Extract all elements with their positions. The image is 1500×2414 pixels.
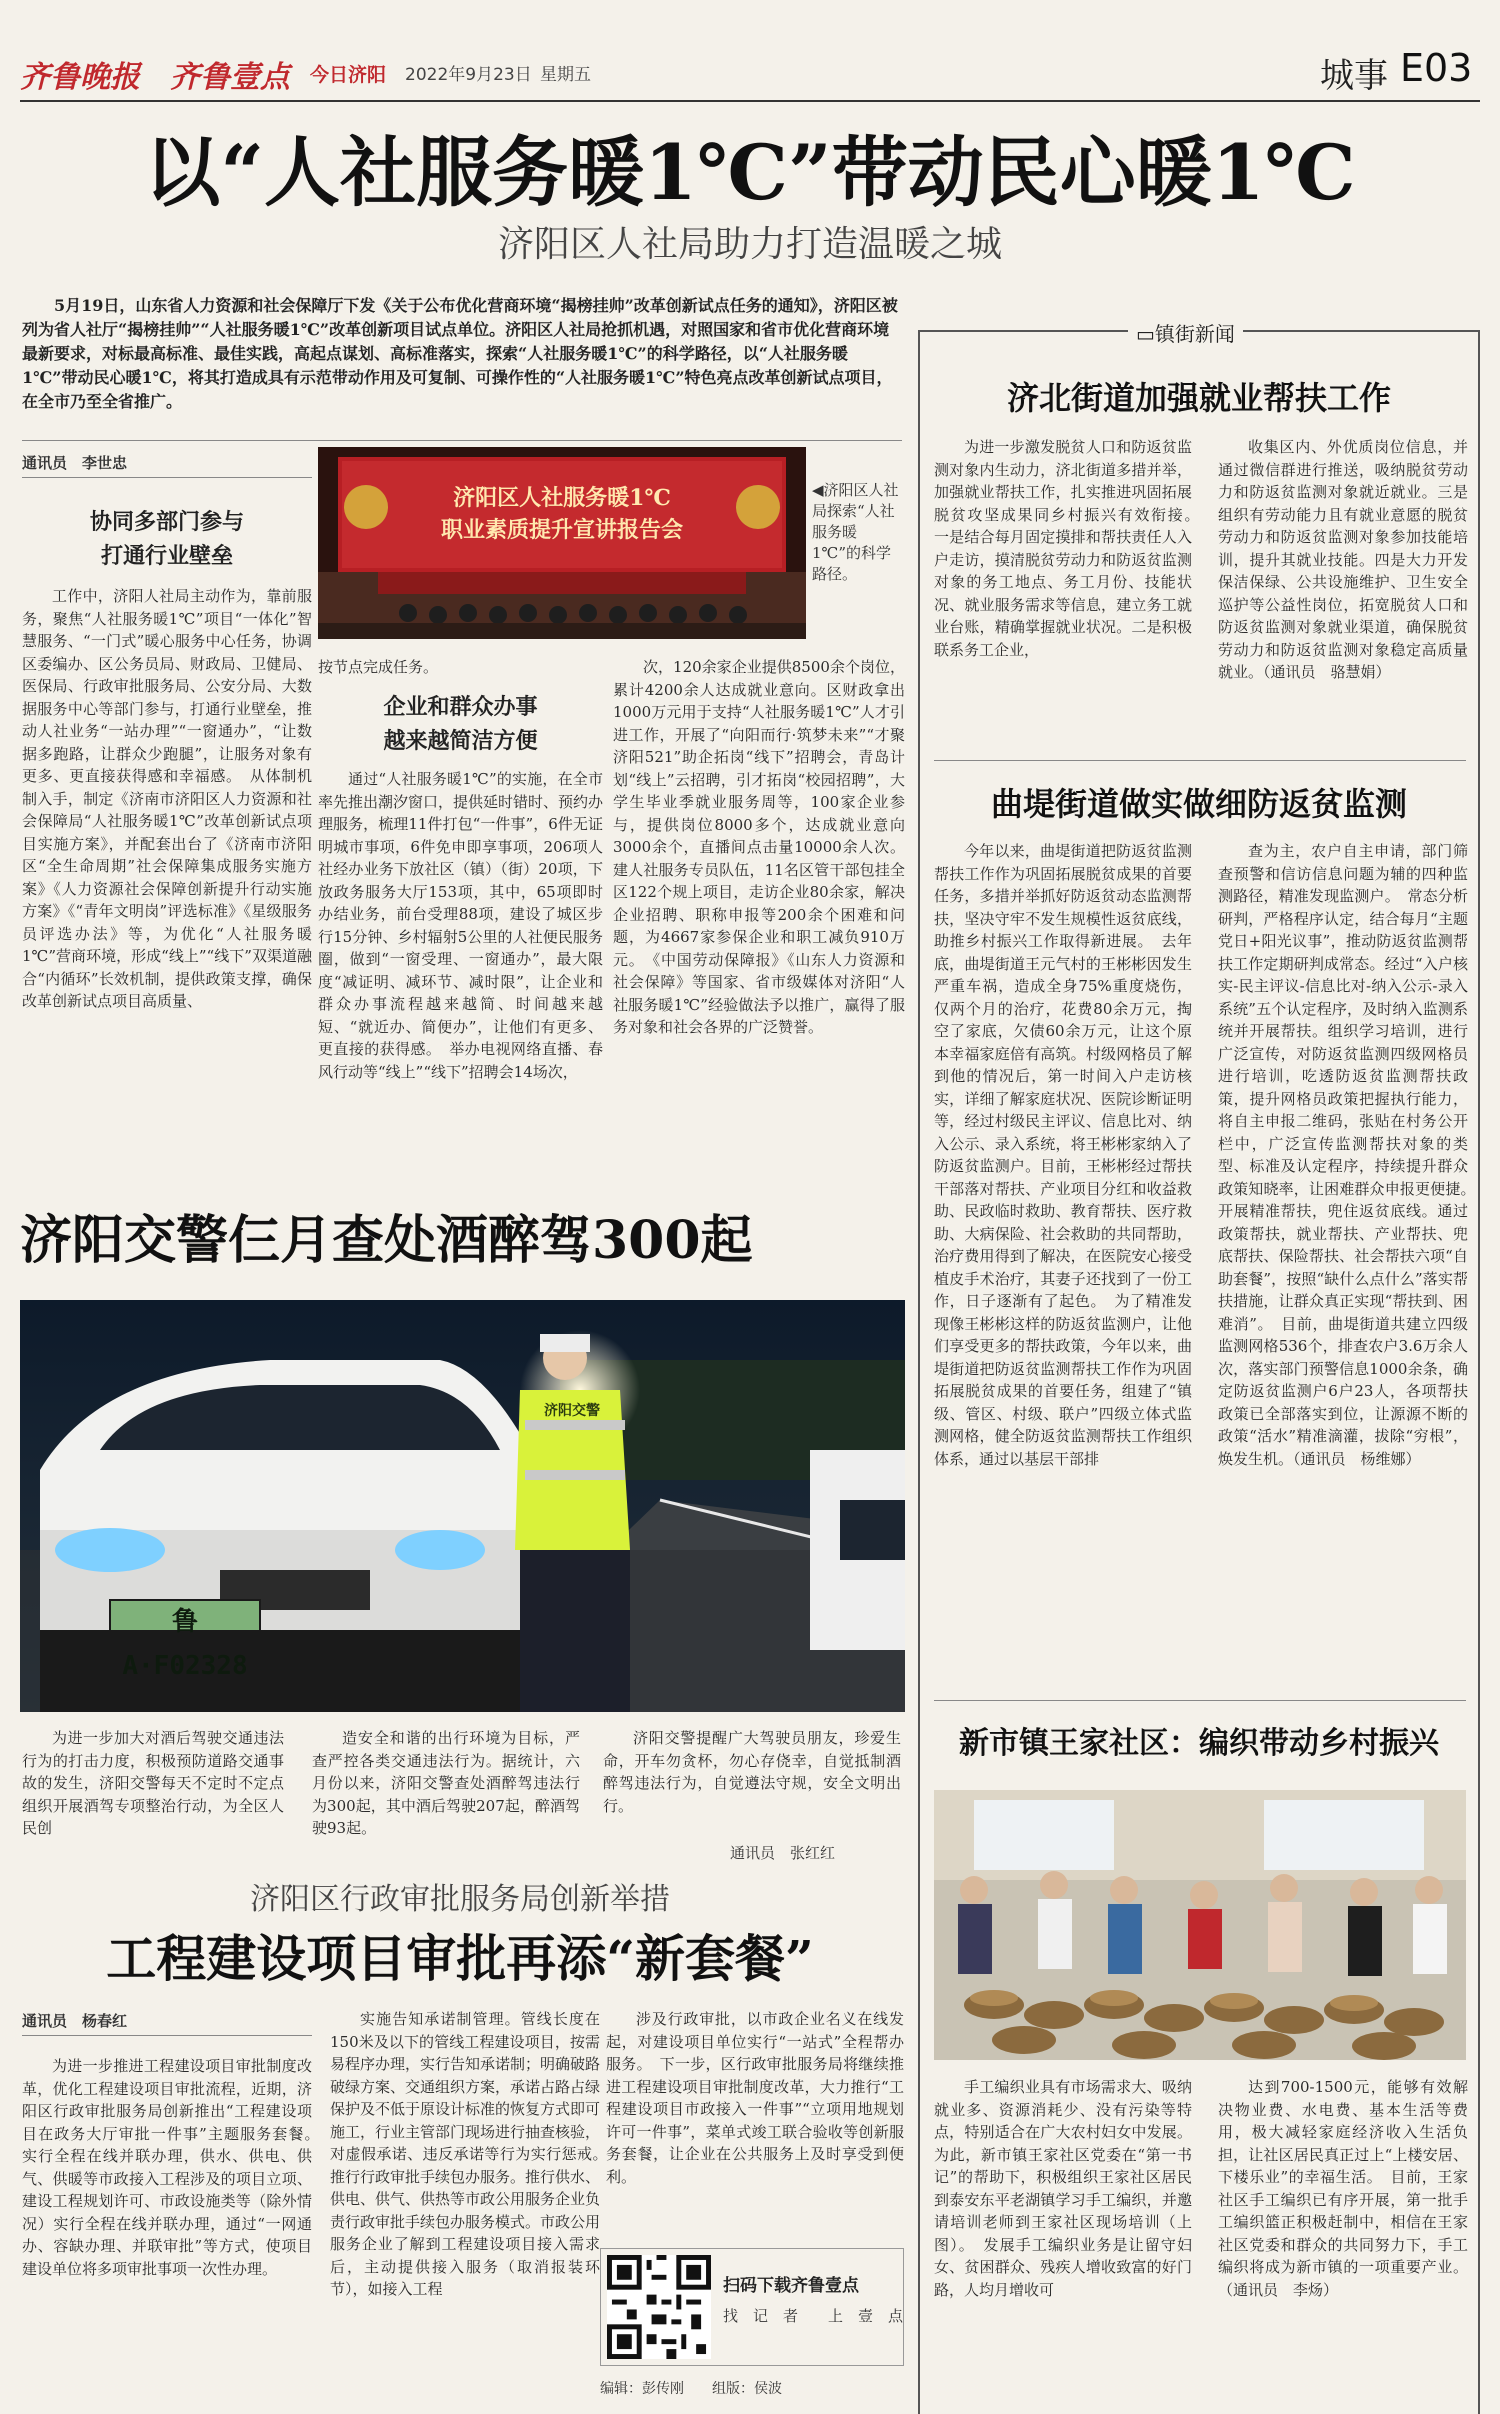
editor-credits: 编辑：彭传刚 组版：侯波 — [600, 2381, 782, 2397]
sidebar-story2-left — [934, 840, 1192, 1690]
qr-code-icon[interactable] — [607, 2255, 711, 2359]
masthead — [20, 40, 1480, 100]
article1-column3-text: 次，120余家企业提供8500余个岗位，累计4200余人达成就业意向。区财政拿出1000万元用于支持“人社服务暖1℃”人才引进工作，开展了“向阳而行·筑梦未来”“才聚济阳521”助企拓岗“线下”招聘会，青岛计划“线上”云招聘，引才拓岗“校园招聘”，大学生毕业季就业服务周等，100家企业参与，提供岗位8000多个，达成就业意向3000余个，直播间点击量10000余人次。建人社服务专员队伍，11名区管干部包挂全区122个规上项目，走访企业80余家，解决企业招聘、职称申报等200余个困难和问题，为4667家参保企业和职工减负910万元。 《中国劳动保障报》《山东人力资源和社会保障》等国家、省市级媒体对济阳“人社服务暖1℃”经验做法予以推广，赢得了服务对象和社会各界的广泛赞誉。 — [613, 658, 905, 1036]
article1-byline: 通讯员 李世忠 — [22, 454, 128, 472]
article1-column3 — [613, 656, 905, 1218]
article2-column1 — [22, 1727, 284, 1863]
sidebar-divider-2 — [934, 1700, 1466, 1701]
sidebar-story3-left — [934, 2076, 1192, 2412]
article1-column2 — [318, 768, 603, 1218]
subhead-1-line1: 协同多部门参与 — [89, 509, 244, 535]
article3-column2 — [330, 2008, 600, 2398]
caption-text: 济阳区人社局探索“人社服务暖1℃”的科学路径。 — [812, 481, 899, 583]
sidebar-story2-left-text: 今年以来，曲堤街道把防返贫监测帮扶工作作为巩固拓展脱贫成果的首要任务，多措并举抓好防返贫动态监测帮扶，坚决守牢不发生规模性返贫底线，助推乡村振兴工作取得新进展。 去年底，曲堤街道王元气村的王彬彬因发生严重车祸，造成全身75%重度烧伤，仅两个月的治疗，花费80余万元，掏空了家底，欠债60余万元，让这个原本幸福家庭倍有高筑。村级网格员了解到他的情况后，第一时间入户走访核实，详细了解家庭状况、医院诊断证明等，经过村级民主评议、信息比对、纳入公示、录入系统，将王彬彬家纳入了防返贫监测户。目前，王彬彬经过帮扶干部落对帮扶、产业项目分红和收益救助、民政临时救助、教育帮扶、医疗救助、大病保险、社会救助的共同帮助，治疗费用得到了解决，在医院安心接受植皮手术治疗，其妻子还找到了一份工作，日子逐渐有了起色。 为了精准发现像王彬彬这样的防返贫监测户，让他们享受更多的帮扶政策，今年以来，曲堤街道把防返贫监测帮扶工作作为巩固拓展脱贫成果的首要任务，组建了“镇级、管区、村级、联户”四级立体式监测网格，健全防返贫监测帮扶工作组织体系，通过以基层干部排 — [934, 842, 1192, 1468]
sidebar-story1-headline: 济北街道加强就业帮扶工作 — [1006, 379, 1391, 417]
article1-headline: 以“人社服务暖1℃”带动民心暖1℃ — [144, 128, 1356, 217]
section-name: 城事 — [1320, 56, 1388, 96]
article3-column2-text: 实施告知承诺制管理。管线长度在150米及以下的管线工程建设项目，按需易程序办理，实行告知承诺制；明确破路破绿方案、交通组织方案，承诺占路占绿保护及不低于原设计标准的恢复方式即可施工，行业主管部门现场进行抽查核验，对虚假承诺、违反承诺等行为实行惩戒。 推行行政审批手续包办服务。推行供水、供电、供气、供热等市政公用服务企业负责行政审批手续包办服务模式。市政公用服务企业了解到工程建设项目接入需求后，主动提供接入服务（取消报装环节），如接入工程 — [330, 2010, 600, 2298]
caption-arrow-icon: ◀ — [812, 481, 824, 499]
article1-lead: 5月19日，山东省人力资源和社会保障厅下发《关于公布优化营商环境“揭榜挂帅”改革创新试点任务的通知》，济阳区被列为省人社厅“揭榜挂帅”“人社服务暖1℃”改革创新项目试点单位。济阳区人社局抢抓机遇，对照国家和省市优化营商环境最新要求，对标最高标准、最佳实践，高起点谋划、高标准落实，探索“人社服务暖1℃”的科学路径，以“人社服务暖1℃”带动民心暖1℃，将其打造成具有示范带动作用及可复制、可操作性的“人社服务暖1℃”特色亮点改革创新试点项目，在全市乃至全省推广。 — [22, 296, 898, 411]
subhead-2-line2: 越来越简洁方便 — [383, 728, 538, 754]
sidebar-divider-1 — [934, 760, 1466, 761]
town-news-label — [1128, 318, 1243, 347]
article3-kicker: 济阳区行政审批服务局创新举措 — [250, 1882, 670, 1917]
town-news-label-text: 镇街新闻 — [1154, 322, 1235, 346]
article3-column1 — [22, 2055, 312, 2395]
article3-column3 — [606, 2008, 904, 2236]
vest-text: 济阳交警 — [544, 1403, 600, 1419]
photo-banner-line1: 济阳区人社服务暖1℃ — [453, 485, 671, 511]
sidebar-story3-headline: 新市镇王家社区：编织带动乡村振兴 — [959, 1726, 1439, 1761]
article2-column2 — [312, 1727, 580, 1863]
article2-column3 — [603, 1727, 901, 1839]
lead-divider — [22, 440, 902, 441]
article1-photo-caption — [812, 480, 904, 585]
sidebar-story1-left-text: 为进一步激发脱贫人口和防返贫监测对象内生动力，济北街道多措并举，加强就业帮扶工作，扎实推进巩固拓展脱贫攻坚成果同乡村振兴有效衔接。 一是结合每月固定摸排和帮扶责任人入户走访，摸清脱贫劳动力和防返贫监测对象的务工地点、务工月份、技能状况、就业服务需求等信息，建立务工就业台账，精确掌握就业状况。二是积极联系务工企业， — [934, 438, 1192, 659]
sidebar-story1-right — [1218, 436, 1468, 746]
article3-column1-text: 为进一步推进工程建设项目审批制度改革，优化工程建设项目审批流程，近期，济阳区行政审批服务局创新推出“工程建设项目在政务大厅审批一件事”主题服务套餐。 实行全程在线并联办理，供水、供电、供气、供暖等市政接入工程涉及的项目立项、建设工程规划许可、市政设施类等（除外情况）实行全程在线并联办理，通过“一网通办、容缺办理、并联审批”等方式，使项目建设单位将多项审批事项一次性办理。 — [22, 2057, 312, 2278]
sidebar-story3-right — [1218, 2076, 1468, 2412]
brand-logo-right: 齐鲁壹点 — [170, 60, 290, 95]
article1-photo — [318, 447, 806, 639]
article3-headline: 工程建设项目审批再添“新套餐” — [106, 1929, 814, 1988]
sidebar-story3-photo — [934, 1790, 1466, 2060]
issue-weekday: 星期五 — [540, 65, 591, 85]
sidebar-story3-left-text: 手工编织业具有市场需求大、吸纳就业多、资源消耗少、没有污染等特点，特别适合在广大农村妇女中发展。为此，新市镇王家社区党委在“第一书记”的帮助下，积极组织王家社区居民到泰安东平老湖镇学习手工编织，并邀请培训老师到王家社区现场培训（上图）。 发展手工编织业务是让留守妇女、贫困群众、残疾人增收致富的好门路，人均月增收可 — [934, 2078, 1192, 2299]
article3-column3-text: 涉及行政审批，以市政企业名义在线发起，对建设项目单位实行“一站式”全程帮办服务。 下一步，区行政审批服务局将继续推进工程建设项目审批制度改革，大力推行“工程建设项目市政接入一件事”“立项用地规划许可一件事”，菜单式竣工联合验收等创新服务套餐，让企业在公共服务上及时享受到便利。 — [606, 2010, 904, 2186]
article1-column1-text: 工作中，济阳人社局主动作为，靠前服务，聚焦“人社服务暖1℃”项目“一体化”智慧服务、“一门式”暖心服务中心任务，协调区委编办、区公务员局、财政局、卫健局、医保局、行政审批服务局、公安分局、大数据服务中心等部门参与，打通行业壁垒，推动人社业务“一站办理”“一窗通办”，“让数据多跑路，让群众少跑腿”，让服务对象有更多、更直接获得感和幸福感。 从体制机制入手，制定《济南市济阳区人力资源和社会保障局“人社服务暖1℃”改革创新试点项目实施方案》，并配套出台了《济南市济阳区“全生命周期”社会保障集成服务实施方案》《人力资源社会保障创新提升行动实施方案》《“青年文明岗”评选标准》《星级服务员评选办法》等，为优化“人社服务暖1℃”营商环境，形成“线上”“线下”双渠道融合“内循环”长效机制，提供政策支撑，确保改革创新试点项目高质量、 — [22, 587, 312, 1010]
brand-logo-left: 齐鲁晚报 — [20, 60, 140, 95]
article2-photo — [20, 1300, 905, 1712]
article2-column2-text: 造安全和谐的出行环境为目标，严查严控各类交通违法行为。据统计，六月份以来，济阳交警查处酒醉驾违法行为300起，其中酒后驾驶207起，醉酒驾驶93起。 — [312, 1729, 580, 1837]
subhead-1 — [22, 505, 312, 573]
article3-byline-divider — [22, 2035, 312, 2036]
article2-headline: 济阳交警仨月查处酒醉驾300起 — [20, 1210, 753, 1271]
photo-banner-line2: 职业素质提升宣讲报告会 — [440, 517, 683, 543]
article2-column1-text: 为进一步加大对酒后驾驶交通违法行为的打击力度，积极预防道路交通事故的发生，济阳交警每天不定时不定点组织开展酒驾专项整治行动，为全区人民创 — [22, 1729, 284, 1837]
subhead-2 — [318, 690, 603, 758]
qr-subtitle: 找 记 者 上 壹 点 — [723, 2307, 904, 2325]
license-plate: 鲁A·F02328 — [122, 1607, 248, 1681]
article3-byline: 通讯员 杨春红 — [22, 2012, 128, 2030]
article2-column3-text: 济阳交警提醒广大驾驶员朋友，珍爱生命，开车勿贪杯，勿心存侥幸，自觉抵制酒醉驾违法行为，自觉遵法守规，安全文明出行。 — [603, 1729, 901, 1815]
weaving-workshop-image — [934, 1790, 1466, 2060]
sidebar-story2-right — [1218, 840, 1468, 1690]
article1-column2-text: 通过“人社服务暖1℃”的实施，在全市率先推出潮汐窗口，提供延时错时、预约办理服务，梳理11件打包“一件事”，6件无证明城市事项，6件免申即享事项，206项人社经办业务下放社区（镇）（街）20项，下放政务服务大厅153项，其中，65项即时办结业务，前台受理88项，建设了城区步行15分钟、乡村辐射5公里的人社便民服务圈，做到“一窗受理、一窗通办”，最大限度“减证明、减环节、减时限”，让企业和群众办事流程越来越简、时间越来越短、“就近办、简便办”，让他们有更多、更直接的获得感。 举办电视网络直播、春风行动等“线上”“线下”招聘会14场次， — [318, 770, 603, 1081]
subhead-2-line1: 企业和群众办事 — [383, 694, 538, 720]
qr-title: 扫码下载齐鲁壹点 — [723, 2276, 859, 2296]
sidebar-story1-left — [934, 436, 1192, 746]
subhead-1-line2: 打通行业壁垒 — [100, 543, 233, 569]
sidebar-story2-right-text: 查为主，农户自主申请，部门筛查预警和信访信息问题为辅的四种监测路径，精准发现监测户。 常态分析研判，严格程序认定，结合每月“主题党日+阳光议事”，推动防返贫监测帮扶工作定期研判成常态。经过“入户核实-民主评议-信息比对-纳入公示-录入系统”五个认定程序，及时纳入监测系统并开展帮扶。组织学习培训，进行广泛宣传，对防返贫监测四级网格员进行培训，吃透防返贫监测帮扶政策，提升网格员政策把握执行能力，将自主申报二维码，张贴在村务公开栏中，广泛宣传监测帮扶对象的类型、标准及认定程序，持续提升群众政策知晓率，让困难群众申报更便捷。 开展精准帮扶，兜住返贫底线。通过政策帮扶，就业帮扶、产业帮扶、兜底帮扶、保险帮扶、社会帮扶六项“自助套餐”，按照“缺什么点什么”落实帮扶措施，让群众真正实现“帮扶到、困难消”。 目前，曲堤街道共建立四级监测网格536个，排查农户3.6万余人次，落实部门预警信息1000余条，确定防返贫监测户6户23人，各项帮扶政策已全部落实到位，让源源不断的政策“活水”精准滴灌，拔除“穷根”，焕发生机。（通讯员 杨维娜） — [1218, 842, 1468, 1468]
sidebar-story3-right-text: 达到700-1500元，能够有效解决物业费、水电费、基本生活等费用，极大减轻家庭经济收入生活负担，让社区居民真正过上“上楼安居、下楼乐业”的幸福生活。 目前，王家社区手工编织已有序开展，第一批手工编织篮正积极赶制中，相信在王家社区党委和群众的共同努力下，手工编织将成为新市镇的一项重要产业。（通讯员 李炀） — [1218, 2078, 1468, 2299]
sidebar-story2-headline: 曲堤街道做实做细防返贫监测 — [990, 785, 1407, 823]
article1-column2-top: 按节点完成任务。 — [318, 658, 439, 676]
sidebar-story1-right-text: 收集区内、外优质岗位信息，并通过微信群进行推送，吸纳脱贫劳动力和防返贫监测对象就近就业。三是组织有劳动能力且有就业意愿的脱贫劳动力和防返贫监测对象参加技能培训，提升其就业技能。四是大力开发保洁保绿、公共设施维护、卫生安全巡护等公益性岗位，拓宽脱贫人口和防返贫监测对象就业渠道，确保脱贫劳动力和防返贫监测对象稳定高质量就业。（通讯员 骆慧娟） — [1218, 438, 1468, 681]
article2-byline: 通讯员 张红红 — [730, 1844, 836, 1862]
newspaper-icon: ▭ — [1136, 322, 1155, 346]
masthead-rule — [20, 100, 1480, 102]
edition-label: 今日济阳 — [310, 64, 387, 86]
qr-download-block — [600, 2248, 904, 2366]
page-number: E03 — [1400, 46, 1473, 90]
article1-subtitle: 济阳区人社局助力打造温暖之城 — [497, 224, 1002, 265]
issue-date: 2022年9月23日 — [405, 65, 532, 85]
byline-divider — [22, 477, 312, 478]
